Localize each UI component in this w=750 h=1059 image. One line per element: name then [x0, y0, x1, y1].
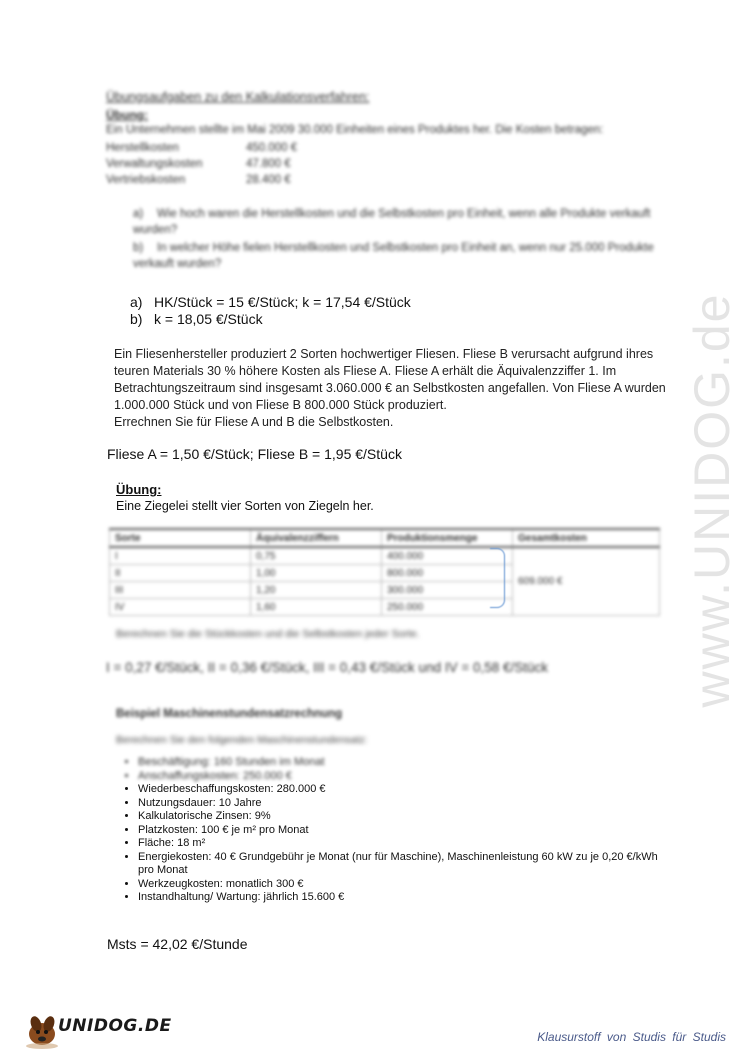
brace-decoration [490, 548, 505, 608]
ubung-heading: Übung: [106, 108, 148, 122]
table-cell: 1,00 [251, 565, 382, 582]
table-cell: III [110, 582, 251, 599]
answer-text: HK/Stück = 15 €/Stück; k = 17,54 €/Stück [154, 294, 411, 310]
ziegelei-task: Berechnen Sie die Stückkosten und die Selbstkosten jeder Sorte. [116, 628, 420, 640]
table-header: Gesamtkosten [513, 529, 660, 547]
table-header-row [110, 529, 660, 547]
list-item: • Platzkosten: 100 € je m² pro Monat [138, 824, 658, 838]
sorten-table [109, 528, 660, 616]
question-text: In welcher Höhe fielen Herstellkosten und Selbstkosten pro Einheit an, wenn nur 25.000 Produkte verkauft wurden? [133, 242, 654, 270]
cost-value: 450.000 € [246, 142, 298, 154]
table-cell: 1,20 [251, 582, 382, 599]
question-text: Wie hoch waren die Herstellkosten und die Selbstkosten pro Einheit, wenn alle Produkte verkauft wurden? [133, 208, 651, 236]
watermark: www.UNIDOG.de [684, 292, 740, 708]
cost-value: 47.800 € [246, 158, 291, 170]
table-row [110, 547, 660, 565]
list-item: • Werkzeugkosten: monatlich 300 € [138, 878, 658, 892]
table-cell: 300.000 [382, 582, 513, 599]
list-item: • Nutzungsdauer: 10 Jahre [138, 797, 658, 811]
table-cell: I [110, 547, 251, 565]
cost-label: Herstellkosten [106, 142, 179, 154]
answer-b [130, 311, 263, 327]
table-header: Sorte [110, 529, 251, 547]
table-cell: II [110, 565, 251, 582]
ziegelei-intro: Eine Ziegelei stellt vier Sorten von Ziegeln her. [116, 499, 374, 513]
table-header: Äquivalenzziffern [251, 529, 382, 547]
list-item: • Beschäftigung: 160 Stunden im Monat [138, 756, 658, 770]
answer-msts: Msts = 42,02 €/Stunde [107, 936, 248, 952]
answer-a [130, 294, 411, 310]
list-item: • Instandhaltung/ Wartung: jährlich 15.600 € [138, 891, 658, 905]
footer-slogan: Klausurstoff von Studis für Studis [537, 1030, 726, 1044]
answer-marker: b) [130, 311, 143, 327]
table-cell: IV [110, 599, 251, 616]
cost-label: Verwaltungskosten [106, 158, 203, 170]
exercise-intro: Ein Unternehmen stellte im Mai 2009 30.000 Einheiten eines Produktes her. Die Kosten betragen: [106, 124, 604, 136]
table-cell: 800.000 [382, 565, 513, 582]
list-item: • Anschaffungskosten: 250.000 € [138, 770, 658, 784]
logo-wordmark: UNIDOG.DE [58, 1016, 172, 1036]
answer-ziegel: I = 0,27 €/Stück, II = 0,36 €/Stück, III = 0,43 €/Stück und IV = 0,58 €/Stück [106, 660, 549, 675]
machine-task: Berechnen Sie den folgenden Maschinenstundensatz: [116, 734, 368, 746]
table-cell: 400.000 [382, 547, 513, 565]
question-marker: a) [133, 208, 144, 220]
table-cell: 1,60 [251, 599, 382, 616]
question-item [133, 240, 663, 272]
cost-value: 28.400 € [246, 174, 291, 186]
ubung-heading-2: Übung: [116, 482, 162, 497]
cost-label: Vertriebskosten [106, 174, 186, 186]
table-total-cell: 609.000 € [513, 547, 660, 616]
cost-row [106, 158, 291, 170]
table-cell: 0,75 [251, 547, 382, 565]
paragraph-text: Ein Fliesenhersteller produziert 2 Sorten hochwertiger Fliesen. Fliese B verursacht aufgrund ihres teuren Materials 30 % höhere Kosten als Fliese A. Fliese A erhält die Äquivalenzziffer 1. Im Betrachtungszeitraum sind insgesamt 3.060.000 € an Selbstkosten angefallen. Von Fliese A wurden 1.000.000 Stück und von Fliese B 800.000 Stück produziert. [114, 347, 666, 412]
paragraph-task: Errechnen Sie für Fliese A und B die Selbstkosten. [114, 415, 394, 429]
machine-title: Beispiel Maschinenstundensatzrechnung [116, 708, 343, 720]
cost-row [106, 174, 291, 186]
machine-bullet-list [124, 756, 658, 905]
list-item: • Fläche: 18 m² [138, 837, 658, 851]
question-item [133, 206, 663, 238]
answer-marker: a) [130, 294, 143, 310]
cost-row [106, 142, 297, 154]
section-title: Übungsaufgaben zu den Kalkulationsverfahren: [106, 90, 370, 104]
list-item: • Kalkulatorische Zinsen: 9% [138, 810, 658, 824]
list-item: • Wiederbeschaffungskosten: 280.000 € [138, 783, 658, 797]
list-item: • Energiekosten: 40 € Grundgebühr je Monat (nur für Maschine), Maschinenleistung 60 kW zu je 0,20 €/kWh pro Monat [138, 851, 658, 878]
question-marker: b) [133, 242, 144, 254]
table-cell: 250.000 [382, 599, 513, 616]
table-header: Produktionsmenge [382, 529, 513, 547]
answer-fliese: Fliese A = 1,50 €/Stück; Fliese B = 1,95 €/Stück [107, 446, 402, 462]
exercise-paragraph [114, 346, 674, 431]
answer-text: k = 18,05 €/Stück [154, 311, 263, 327]
